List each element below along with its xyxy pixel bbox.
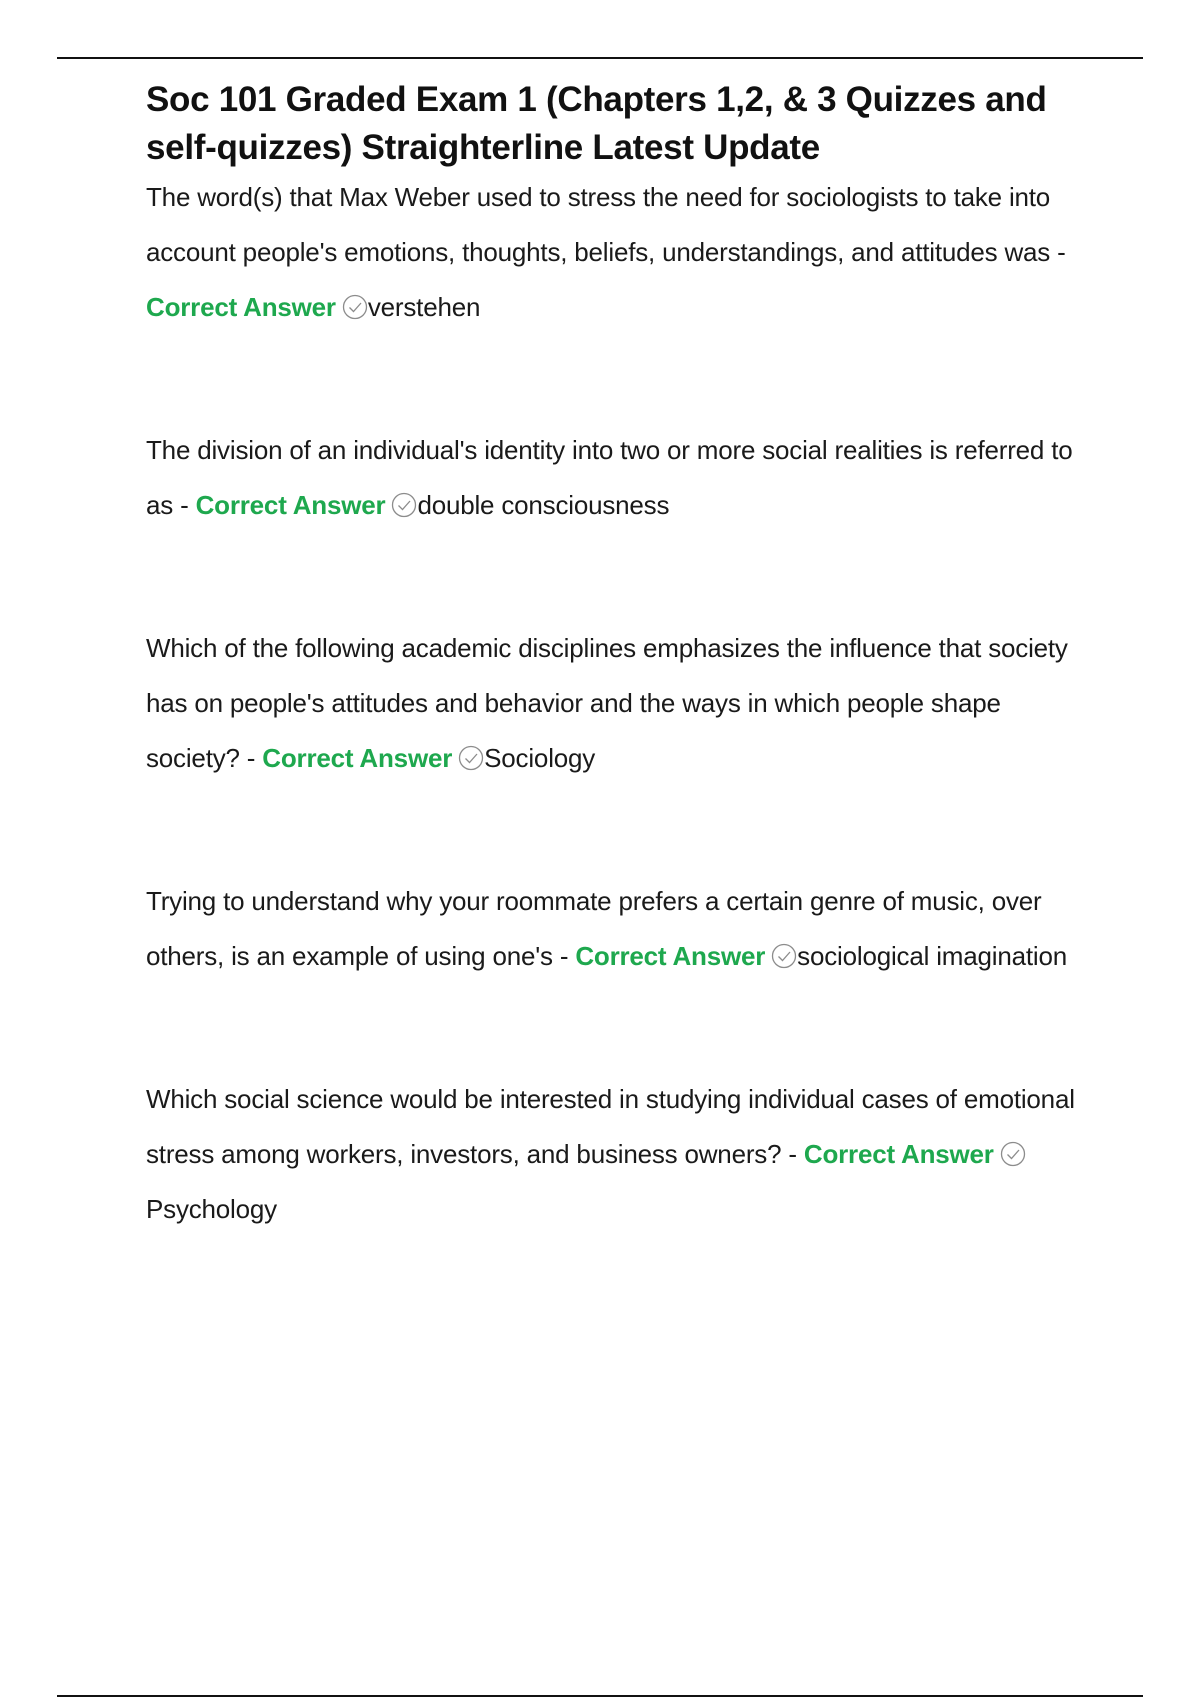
question-item (146, 1072, 1096, 1237)
check-circle-icon (391, 492, 417, 518)
question-item (146, 423, 1096, 533)
correct-answer-label: Correct Answer (146, 292, 336, 322)
check-circle-icon (1000, 1141, 1026, 1167)
question-text: The word(s) that Max Weber used to stress the need for sociologists to take into account people's emotions, thoughts, beliefs, understandings, and attitudes was (146, 182, 1051, 267)
separator: - (781, 1139, 804, 1169)
separator: - (552, 941, 576, 971)
question-text: Trying to understand why your roommate prefers a certain genre of music, over others, is an example of using one's (146, 886, 1042, 971)
correct-answer-label: Correct Answer (803, 1139, 994, 1169)
check-circle-icon (342, 294, 368, 320)
check-circle-icon (458, 745, 484, 771)
question-text: Which social science would be interested in studying individual cases of emotional stress among workers, investors, and business owners? (146, 1084, 1075, 1169)
separator: - (1050, 237, 1066, 267)
top-rule (57, 57, 1143, 59)
answer-text: sociological imagination (797, 941, 1067, 971)
question-item (146, 170, 1096, 335)
question-text: The division of an individual's identity into two or more social realities is referred to as (146, 435, 1073, 520)
answer-text: double consciousness (417, 490, 670, 520)
correct-answer-label: Correct Answer (262, 743, 453, 773)
question-item (146, 874, 1096, 984)
separator: - (173, 490, 196, 520)
correct-answer-label: Correct Answer (575, 941, 766, 971)
bottom-rule (57, 1695, 1143, 1697)
correct-answer-label: Correct Answer (195, 490, 386, 520)
answer-text: Psychology (146, 1194, 277, 1224)
separator: - (239, 743, 263, 773)
question-item (146, 621, 1096, 786)
answer-text: verstehen (367, 292, 481, 322)
answer-text: Sociology (484, 743, 596, 773)
document-body (146, 76, 1096, 1237)
question-text: Which of the following academic disciplines emphasizes the influence that society has on people's attitudes and behavior and the ways in which people shape society? (146, 633, 1068, 773)
check-circle-icon (771, 943, 797, 969)
document-title: Soc 101 Graded Exam 1 (Chapters 1,2, & 3 Quizzes and self-quizzes) Straighterline Latest Update (146, 80, 1047, 167)
